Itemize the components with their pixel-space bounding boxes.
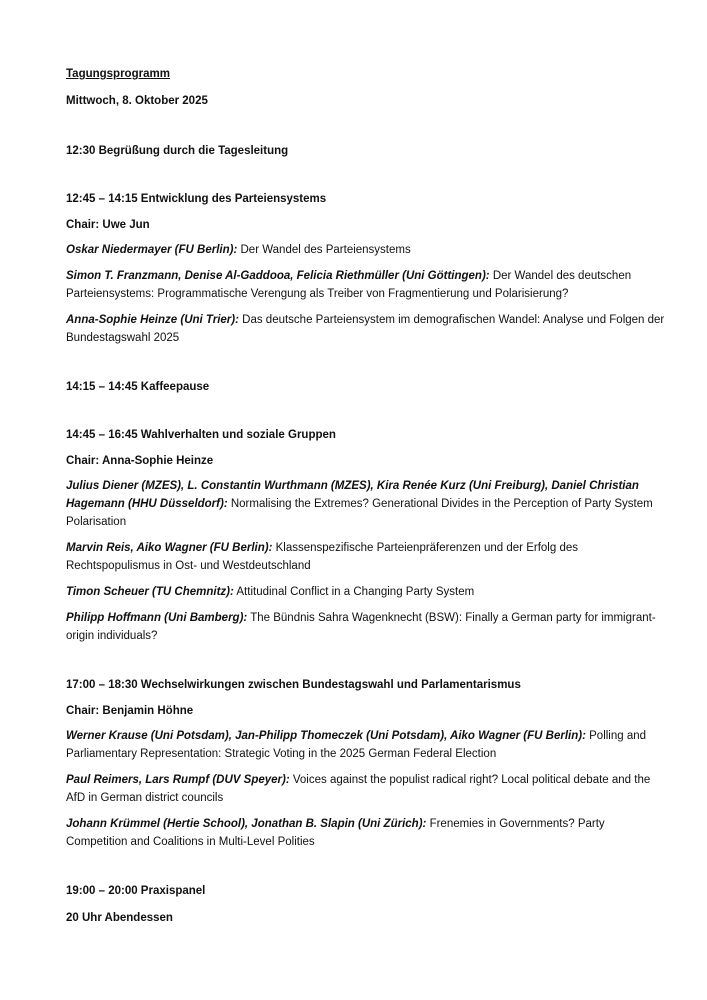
session-title: 19:00 – 20:00 Praxispanel	[66, 885, 206, 897]
talk-authors: Simon T. Franzmann, Denise Al-Gaddooa, Felicia Riethmüller (Uni Göttingen):	[66, 270, 490, 282]
talk-title: Normalising the Extremes? Generational Divides in the Perception of Party System Polarisation	[66, 498, 653, 528]
session-practice-panel	[66, 883, 666, 926]
talk-entry	[66, 771, 666, 807]
talk-entry	[66, 311, 666, 347]
talk-authors: Werner Krause (Uni Potsdam), Jan-Philipp Thomeczek (Uni Potsdam), Aiko Wagner (FU Berlin):	[66, 730, 586, 742]
talk-entry	[66, 727, 666, 763]
session-title: 12:30 Begrüßung durch die Tagesleitung	[66, 145, 289, 157]
talk-title: Das deutsche Parteiensystem im demografischen Wandel: Analyse und Folgen der Bundestagswahl 2025	[66, 314, 665, 344]
talk-entry	[66, 815, 666, 851]
session-parliamentarism	[66, 677, 666, 851]
talk-authors: Marvin Reis, Aiko Wagner (FU Berlin):	[66, 542, 273, 554]
session-voting-behaviour	[66, 427, 666, 645]
talk-title: Der Wandel des deutschen Parteiensystems: Programmatische Verengung als Treiber von Fragmentierung und Polarisierung?	[66, 270, 632, 300]
talk-entry	[66, 583, 666, 601]
talk-authors: Anna-Sophie Heinze (Uni Trier):	[66, 314, 239, 326]
session-chair: Chair: Benjamin Höhne	[66, 705, 194, 717]
session-title: 12:45 – 14:15 Entwicklung des Parteiensystems	[66, 193, 327, 205]
talk-authors: Johann Krümmel (Hertie School), Jonathan B. Slapin (Uni Zürich):	[66, 818, 427, 830]
talk-title: Klassenspezifische Parteienpräferenzen und der Erfolg des Rechtspopulismus in Ost- und Westdeutschland	[66, 542, 578, 572]
talk-title: The Bündnis Sahra Wagenknecht (BSW): Finally a German party for immigrant-origin individuals?	[66, 612, 656, 642]
program-date: Mittwoch, 8. Oktober 2025	[66, 95, 208, 107]
talk-authors: Timon Scheuer (TU Chemnitz):	[66, 586, 234, 598]
talk-entry	[66, 477, 666, 531]
talk-entry	[66, 539, 666, 575]
talk-authors: Philipp Hoffmann (Uni Bamberg):	[66, 612, 248, 624]
session-chair: Chair: Anna-Sophie Heinze	[66, 455, 214, 467]
session-chair: Chair: Uwe Jun	[66, 219, 150, 231]
session-title: 17:00 – 18:30 Wechselwirkungen zwischen Bundestagswahl und Parlamentarismus	[66, 679, 521, 691]
talk-title: Frenemies in Governments? Party Competition and Coalitions in Multi-Level Polities	[66, 818, 605, 848]
talk-authors: Julius Diener (MZES), L. Constantin Wurthmann (MZES), Kira Renée Kurz (Uni Freiburg), Daniel Christian Hagemann (HHU Düsseldorf):	[66, 480, 639, 510]
talk-title: Polling and Parliamentary Representation: Strategic Voting in the 2025 German Federal Election	[66, 730, 647, 760]
talk-entry	[66, 267, 666, 303]
talk-entry	[66, 609, 666, 645]
talk-title: Der Wandel des Parteiensystems	[240, 244, 411, 256]
program-heading: Tagungsprogramm	[66, 68, 170, 80]
session-party-system	[66, 191, 666, 347]
talk-entry	[66, 241, 666, 259]
session-welcome	[66, 143, 666, 159]
talk-title: Attitudinal Conflict in a Changing Party System	[236, 586, 475, 598]
session-title: 14:15 – 14:45 Kaffeepause	[66, 381, 210, 393]
talk-authors: Paul Reimers, Lars Rumpf (DUV Speyer):	[66, 774, 290, 786]
session-title: 14:45 – 16:45 Wahlverhalten und soziale Gruppen	[66, 429, 336, 441]
session-coffee-break	[66, 379, 666, 395]
program-page	[66, 66, 666, 926]
dinner-note: 20 Uhr Abendessen	[66, 912, 173, 924]
talk-title: Voices against the populist radical right? Local political debate and the AfD in German district councils	[66, 774, 651, 804]
talk-authors: Oskar Niedermayer (FU Berlin):	[66, 244, 238, 256]
